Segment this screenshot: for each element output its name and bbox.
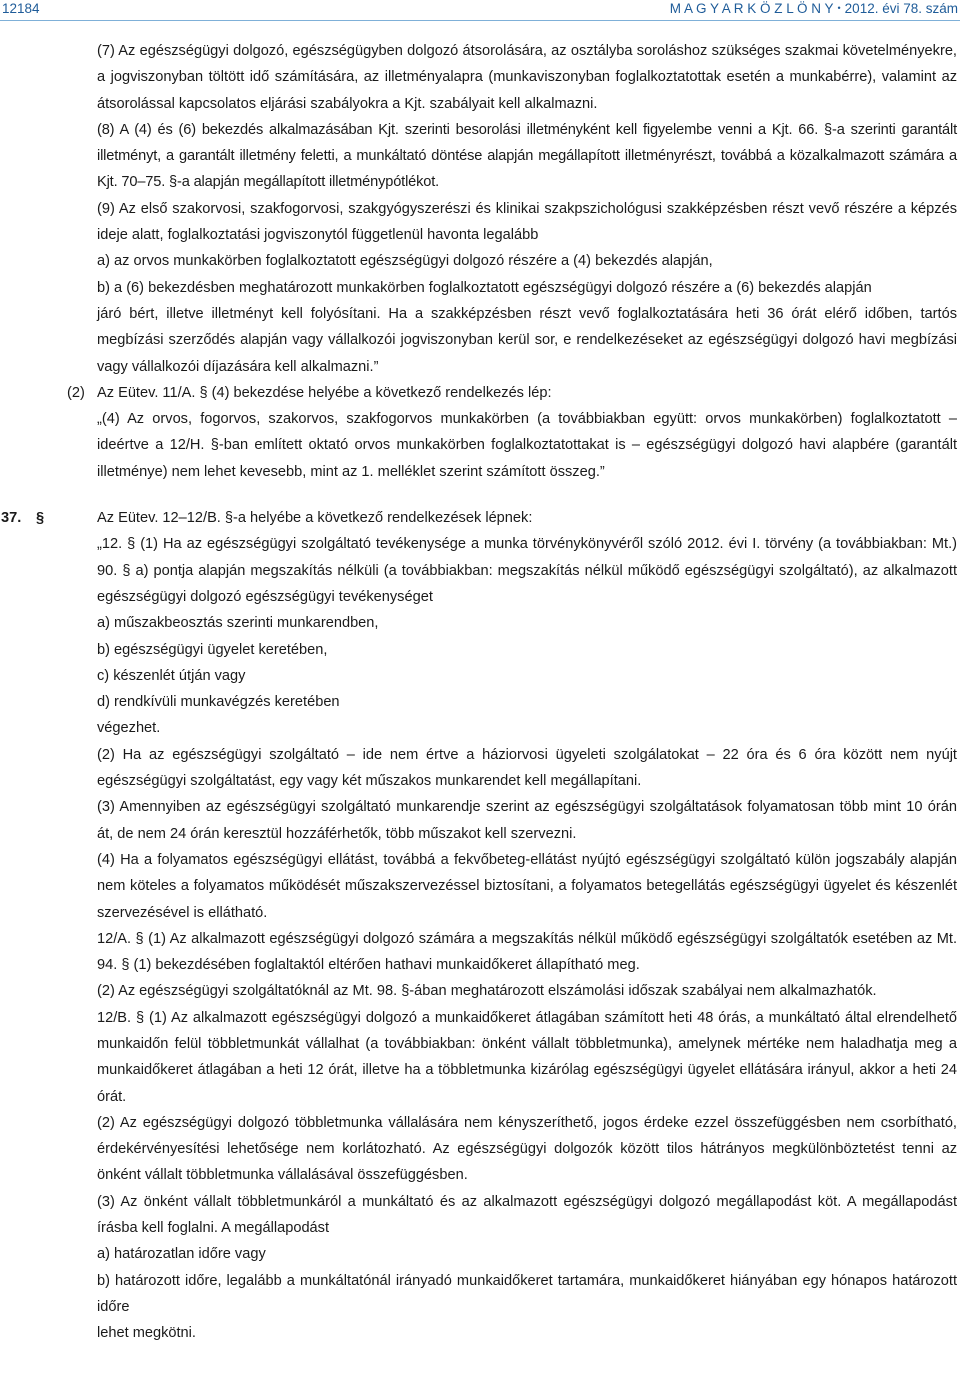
journal-info xyxy=(670,1,958,16)
bullet-separator-icon: • xyxy=(837,3,841,13)
issue-number: 2012. évi 78. szám xyxy=(844,1,958,16)
provision-12b-3-closing: lehet megkötni. xyxy=(97,1325,196,1342)
provision-12b-3-b: b) határozott időre, legalább a munkáltatónál irányadó munkaidőkeret tartamára, munkaidőkeret hiányában egy hónapos határozott időre xyxy=(97,1272,957,1315)
quoted-provision-4: „(4) Az orvos, fogorvos, szakorvos, szakfogorvos munkakörben (a továbbiakban együtt: orvos munkakörben) foglalkoztatott – ideértve a 12/H. §-ban említett oktató orvos munkakörben foglalkoztatottakat is – egészségügyi dolgozó havi alapbére (garantált illetménye) nem lehet kevesebb, mint az 1. melléklet szerint számított összeg.” xyxy=(97,411,957,480)
document-body xyxy=(0,38,960,1347)
provision-12b-1: 12/B. § (1) Az alkalmazott egészségügyi dolgozó a munkaidőkeret átlagában számított heti 48 órás, a munkáltató által elrendelhető munkaidőn felül többletmunkát vállalhat (a továbbiakban: önként vállalt többletmunka), amelynek mértéke nem haladhatja meg a munkaidőkeret átlagában a heti 12 órát, illetve ha a többletmunka kizárólag egészségügyi ügyelet ellátására irányul, akkor a heti 24 órát. xyxy=(97,1009,957,1105)
provision-12-4: (4) Ha a folyamatos egészségügyi ellátást, továbbá a fekvőbeteg-ellátást nyújtó egészségügyi szolgáltató külön jogszabály alapján nem köteles a folyamatos működését műszakszervezéssel biztosítani, a folyamatos betegellátás egészségügyi ügyelet és készenlét szervezésével is ellátható. xyxy=(97,851,957,921)
item-2-text: Az Eütev. 11/A. § (4) bekezdése helyébe a következő rendelkezés lép: xyxy=(97,384,552,401)
provision-12a-2: (2) Az egészségügyi szolgáltatóknál az Mt. 98. §-ában meghatározott elszámolási időszak szabályai nem alkalmazhatók. xyxy=(97,983,877,1000)
journal-name: M A G Y A R K Ö Z L Ö N Y xyxy=(669,1,834,16)
item-number: (2) xyxy=(67,384,85,401)
provision-12-1-d: d) rendkívüli munkavégzés keretében xyxy=(97,694,340,711)
section-number: 37. xyxy=(1,510,22,527)
section-sign-icon: § xyxy=(36,510,45,527)
amendment-item-2 xyxy=(0,380,960,406)
point-b: b) a (6) bekezdésben meghatározott munkakörben foglalkoztatott egészségügyi dolgozó részére a (6) bekezdés alapján xyxy=(97,279,872,296)
provision-12-1-c: c) készenlét útján vagy xyxy=(97,667,246,684)
point-a: a) az orvos munkakörben foglalkoztatott egészségügyi dolgozó részére a (4) bekezdés alapján, xyxy=(97,253,713,270)
provision-12b-3: (3) Az önként vállalt többletmunkáról a munkáltató és az alkalmazott egészségügyi dolgozó megállapodást köt. A megállapodást írásba kell foglalni. A megállapodást xyxy=(97,1193,957,1237)
provision-12-1-closing: végezhet. xyxy=(97,720,161,737)
section-37 xyxy=(0,505,960,531)
paragraph-7: (7) Az egészségügyi dolgozó, egészségügyben dolgozó átsorolására, az osztályba soroláshoz szükséges szakmai követelményekre, a jogviszonyban töltött idő számítására, az illetményalapra (munkaviszonyban foglalkoztatottak esetén a munkabérre), valamint az átsorolással kapcsolatos eljárási szabályokra a Kjt. szabályait kell alkalmazni. xyxy=(97,43,957,112)
paragraph-8: (8) A (4) és (6) bekezdés alkalmazásában Kjt. szerinti besorolási illetményként kell figyelembe venni a Kjt. 66. §-a szerinti garantált illetményt, a garantált illetmény feletti, a munkáltató döntése alapján megállapított illetményrészt, továbbá a közalkalmazott számára a Kjt. 70–75. §-a alapján megállapított illetménypótlékot. xyxy=(97,121,957,191)
provision-12-1: „12. § (1) Ha az egészségügyi szolgáltató tevékenysége a munka törvénykönyvéről szóló 2012. évi I. törvény (a továbbiakban: Mt.) 90. § a) pontja alapján megszakítás nélküli (a továbbiakban: megszakítás nélkül működő egészségügyi szolgáltató), az alkalmazott egészségügyi dolgozó egészségügyi tevékenységet xyxy=(97,536,957,605)
provision-12a-1: 12/A. § (1) Az alkalmazott egészségügyi dolgozó számára a megszakítás nélkül működő egészségügyi szolgáltatók esetében az Mt. 94. § (1) bekezdésében foglaltaktól eltérően hathavi munkaidőkeret állapítható meg. xyxy=(97,930,957,974)
page-header xyxy=(0,0,960,21)
provision-12-1-b: b) egészségügyi ügyelet keretében, xyxy=(97,641,328,658)
provision-12-3: (3) Amennyiben az egészségügyi szolgáltató munkarendje szerint az egészségügyi szolgáltatások folyamatosan több mint 10 órán át, de nem 24 órán keresztül hozzáférhetők, több műszakot kell szervezni. xyxy=(97,799,957,842)
provision-12b-3-a: a) határozatlan időre vagy xyxy=(97,1246,266,1263)
section-37-intro: Az Eütev. 12–12/B. §-a helyébe a következő rendelkezések lépnek: xyxy=(97,510,533,527)
provision-12b-2: (2) Az egészségügyi dolgozó többletmunka vállalására nem kényszeríthető, jogos érdeke ezzel összefüggésben nem csorbítható, érdekérvényesítési lehetősége nem korlátozható. Az egészségügyi dolgozók között tilos hátrányos megkülönböztetést tenni az önként vállalt többletmunka vállalásával összefüggésben. xyxy=(97,1114,957,1184)
page-number: 12184 xyxy=(2,1,40,16)
provision-12-1-a: a) műszakbeosztás szerinti munkarendben, xyxy=(97,615,379,632)
provision-12-2: (2) Ha az egészségügyi szolgáltató – ide nem értve a háziorvosi ügyeleti szolgálatokat – 22 óra és 6 óra között nem nyújt egészségügyi szolgáltatást, egy vagy két műszakos munkarendet kell megállapítani. xyxy=(97,746,957,790)
paragraph-9-closing: járó bért, illetve illetményt kell folyósítani. Ha a szakképzésben részt vevő foglalkoztatására heti 36 órát elérő időben, tartós megbízási szerződés alapján vagy vállalkozói jogviszonyban kerül sor, e rendelkezéseket az egészségügyi dolgozó havi megbízási vagy vállalkozói díjazására kell alkalmazni.” xyxy=(97,305,957,375)
paragraph-9: (9) Az első szakorvosi, szakfogorvosi, szakgyógyszerészi és klinikai szakpszichológusi szakképzésben részt vevő részére a képzés ideje alatt, foglalkoztatási jogviszonytól függetlenül havonta legalább xyxy=(97,200,957,244)
